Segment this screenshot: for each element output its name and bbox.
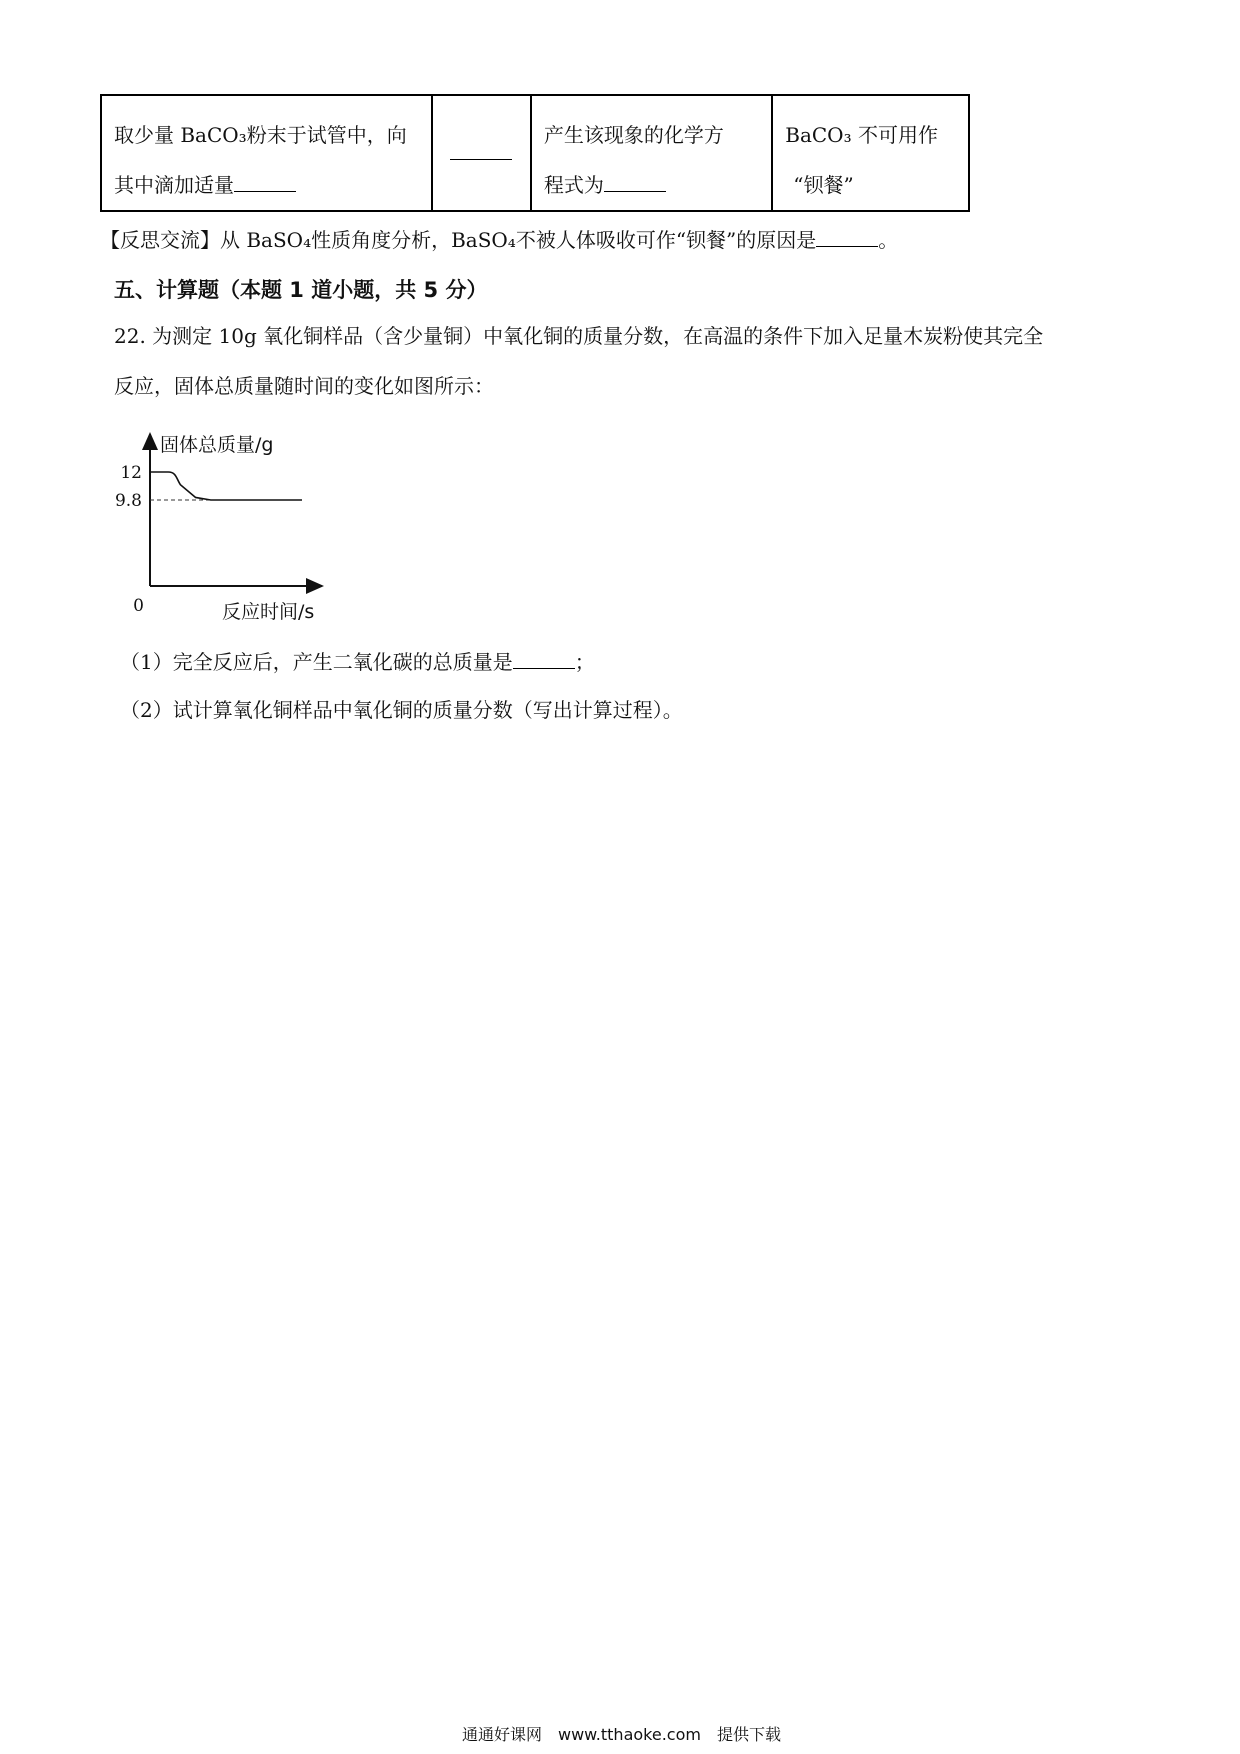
x-axis-label: 反应时间/s — [222, 601, 315, 623]
equation-line1: 产生该现象的化学方 — [543, 123, 724, 147]
mass-time-chart — [110, 428, 350, 628]
conclusion-line2: “钡餐” — [793, 173, 854, 197]
reflection-line — [100, 226, 898, 254]
table-row — [101, 95, 969, 211]
equation-line2: 程式为 — [543, 173, 604, 197]
step-line1: 取少量 BaCO₃粉末于试管中，向 — [114, 123, 407, 147]
subquestion-1-text: （1）完全反应后，产生二氧化碳的总质量是 — [120, 650, 513, 674]
footer-text: 通通好课网 www.tthaoke.com 提供下载 — [462, 1725, 781, 1744]
y-tick-label: 9.8 — [114, 491, 142, 511]
step-line2: 其中滴加适量 — [114, 173, 234, 197]
experiment-table — [100, 94, 970, 212]
subquestion-1 — [120, 648, 595, 676]
conclusion-line1: BaCO₃ 不可用作 — [785, 123, 938, 147]
subquestion-1-suffix: ； — [574, 650, 595, 674]
answer-blank — [234, 171, 296, 192]
equation-cell — [531, 95, 772, 211]
reflection-blank — [816, 226, 878, 247]
subquestion-1-blank — [513, 648, 575, 669]
y-tick-label: 12 — [120, 463, 142, 483]
phenomenon-blank — [450, 139, 512, 160]
question-text-line2: 反应，固体总质量随时间的变化如图所示： — [114, 374, 494, 398]
origin-label: 0 — [133, 596, 144, 616]
equation-blank — [604, 171, 666, 192]
phenomenon-cell — [432, 95, 531, 211]
reflection-text: 【反思交流】从 BaSO₄性质角度分析，BaSO₄不被人体吸收可作“钡餐”的原因是 — [100, 228, 817, 252]
subquestion-2: （2）试计算氧化铜样品中氧化铜的质量分数（写出计算过程）。 — [120, 698, 683, 722]
conclusion-cell — [772, 95, 969, 211]
question-text-line1: 22. 为测定 10g 氧化铜样品（含少量铜）中氧化铜的质量分数，在高温的条件下加入足量木炭粉使其完全 — [114, 324, 1044, 348]
y-axis-label: 固体总质量/g — [160, 434, 274, 456]
reflection-suffix: 。 — [878, 228, 899, 252]
series-line — [150, 472, 302, 500]
section-heading: 五、计算题（本题 1 道小题，共 5 分） — [114, 278, 488, 302]
step-cell — [101, 95, 432, 211]
